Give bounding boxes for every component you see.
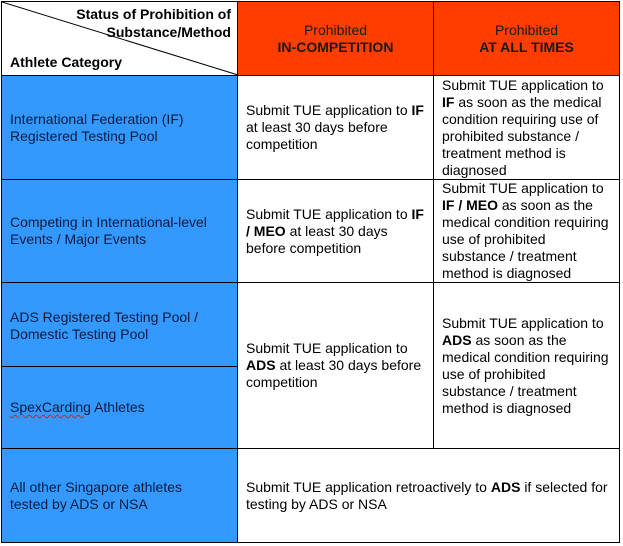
text-authority: IF / MEO [246, 205, 424, 239]
text-suffix: at least 30 days before competition [246, 119, 388, 152]
status-header-line2: Substance/Method [106, 24, 231, 40]
international-events-at-all-times [434, 180, 619, 283]
status-header-label [76, 5, 231, 41]
text-prefix: Submit TUE application to [246, 102, 408, 118]
text-prefix: Submit TUE application retroactively to [246, 478, 487, 495]
category-other-singapore-athletes [2, 449, 238, 542]
text-suffix: if selected for testing by ADS or NSA [246, 478, 608, 512]
header-at-all-times-sub: Prohibited [494, 21, 559, 38]
text-authority: IF / MEO [442, 197, 498, 213]
ads-group-at-all-times [434, 283, 619, 449]
header-corner-cell [2, 2, 238, 76]
text-prefix: Submit TUE application to [246, 340, 408, 356]
text-suffix: at least 30 days before competition [246, 357, 422, 390]
header-at-all-times-main: AT ALL TIMES [479, 38, 574, 55]
text-authority: IF [411, 102, 424, 118]
tue-requirements-table [1, 1, 620, 543]
category-international-events-line1: Competing in International-level [10, 214, 207, 230]
text-prefix: Submit TUE application to [442, 76, 604, 93]
category-international-events-line2: Events / Major Events [10, 231, 147, 247]
category-if-rtp [2, 76, 238, 180]
ads-group-in-competition [238, 283, 434, 449]
category-spexcarding-rest: Athletes [94, 399, 145, 415]
category-if-rtp-line1: International Federation (IF) [10, 110, 184, 127]
other-athletes-merged-requirement [238, 449, 619, 542]
header-in-competition-sub: Prohibited [303, 21, 368, 38]
category-ads-rtp [2, 283, 238, 367]
athlete-category-header: Athlete Category [10, 54, 123, 70]
category-spexcarding-name: SpexCarding [10, 399, 91, 415]
if-rtp-in-competition [238, 76, 434, 180]
if-rtp-at-all-times [434, 76, 619, 180]
header-in-competition-main: IN-COMPETITION [277, 38, 394, 55]
category-other-line1: All other Singapore athletes [10, 478, 182, 495]
category-spexcarding [2, 367, 238, 449]
text-prefix: Submit TUE application to [246, 205, 408, 222]
text-authority: ADS [246, 357, 276, 373]
international-events-in-competition [238, 180, 434, 283]
text-prefix: Submit TUE application to [442, 180, 604, 196]
header-at-all-times [434, 2, 619, 76]
header-in-competition [238, 2, 434, 76]
category-if-rtp-line2: Registered Testing Pool [10, 127, 158, 144]
text-suffix: as soon as the medical condition requiring use of prohibited substance / treatment method is diagnosed [442, 331, 609, 416]
text-suffix: as soon as the medical condition requiring use of prohibited substance / treatment method is diagnosed [442, 197, 609, 281]
text-suffix: at least 30 days before competition [246, 222, 388, 256]
text-prefix: Submit TUE application to [442, 314, 604, 331]
text-suffix: as soon as the medical condition requiring use of prohibited substance / treatment method is diagnosed [442, 93, 602, 178]
text-authority: ADS [442, 331, 472, 348]
category-international-events [2, 180, 238, 283]
category-ads-rtp-line2: Domestic Testing Pool [10, 326, 149, 342]
category-ads-rtp-line1: ADS Registered Testing Pool / [10, 309, 199, 325]
text-authority: IF [442, 93, 455, 110]
text-authority: ADS [490, 478, 521, 495]
category-other-line2: tested by ADS or NSA [10, 495, 148, 512]
status-header-line1: Status of Prohibition of [76, 6, 231, 22]
